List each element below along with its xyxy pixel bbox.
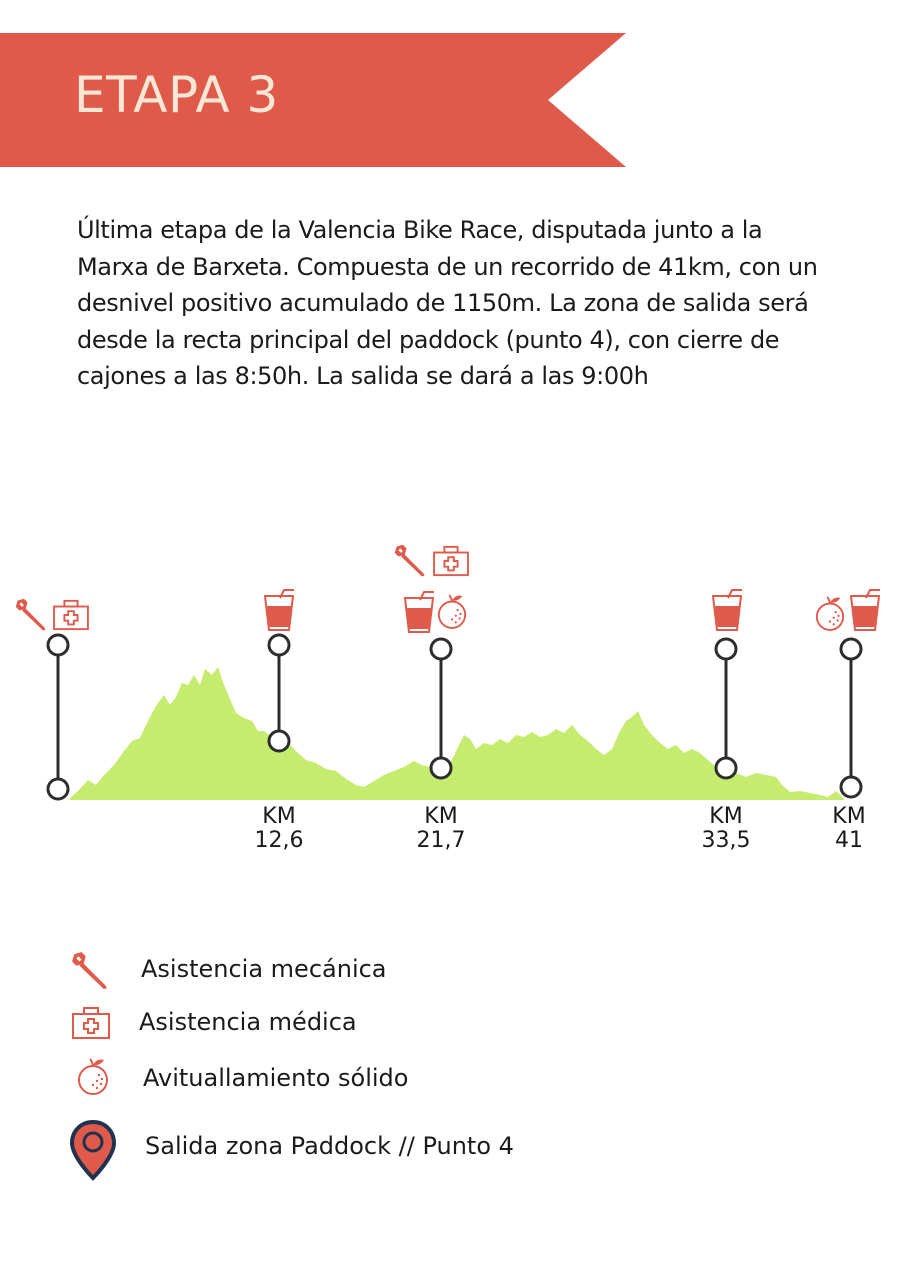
legend: [0, 940, 905, 1200]
checkpoint-bottom-marker-1: [269, 731, 289, 751]
km-label-4: [804, 805, 894, 853]
drink-icon: [851, 590, 880, 630]
medical-kit-icon: [71, 1006, 111, 1040]
start-bottom-marker: [48, 779, 68, 799]
km-value: 21,7: [416, 828, 466, 853]
legend-label: Avituallamiento sólido: [143, 1064, 409, 1092]
wrench-icon: [395, 545, 425, 577]
checkpoint-bottom-marker-3: [716, 758, 736, 778]
wrench-icon: [16, 599, 46, 631]
elevation-profile: [0, 535, 905, 875]
finish-bottom-marker: [841, 777, 861, 797]
legend-label: Salida zona Paddock // Punto 4: [145, 1132, 514, 1160]
legend-item: [0, 950, 905, 1010]
km-prefix: KM: [262, 804, 296, 829]
stage-title: ETAPA 3: [74, 66, 279, 124]
legend-item: [0, 1056, 905, 1116]
start-top-marker: [48, 635, 68, 655]
finish-top-marker: [841, 639, 861, 659]
checkpoint-top-marker-1: [269, 635, 289, 655]
checkpoint-top-marker-3: [716, 639, 736, 659]
km-prefix: KM: [832, 804, 866, 829]
legend-item: [0, 1120, 905, 1180]
legend-label: Asistencia médica: [139, 1008, 357, 1036]
drink-icon: [405, 592, 434, 632]
checkpoint-top-marker-2: [431, 639, 451, 659]
km-value: 41: [835, 828, 863, 853]
elevation-area: [70, 667, 845, 800]
legend-item: [0, 1004, 905, 1064]
km-value: 33,5: [701, 828, 751, 853]
km-prefix: KM: [709, 804, 743, 829]
legend-label: Asistencia mecánica: [141, 955, 387, 983]
stage-description: Última etapa de la Valencia Bike Race, disputada junto a la Marxa de Barxeta. Compuesta de un recorrido de 41km, con un desnivel positivo acumulado de 1150m. La zona de salida será desde la recta principal del paddock (punto 4), con cierre de cajones a las 8:50h. La salida se dará a las 9:00h: [77, 216, 818, 390]
drink-icon: [265, 590, 294, 630]
drink-icon: [713, 590, 742, 630]
medical-kit-icon: [54, 601, 88, 629]
km-label-2: [396, 805, 486, 853]
checkpoint-bottom-marker-2: [431, 758, 451, 778]
orange-icon: [76, 1056, 110, 1096]
wrench-icon: [70, 950, 112, 992]
stage-banner: [0, 33, 630, 167]
km-prefix: KM: [424, 804, 458, 829]
orange-icon: [439, 595, 465, 628]
km-label-3: [681, 805, 771, 853]
map-pin-icon: [69, 1120, 117, 1182]
orange-icon: [817, 597, 843, 630]
km-label-1: [234, 805, 324, 853]
medical-kit-icon: [434, 547, 468, 575]
km-value: 12,6: [254, 828, 304, 853]
